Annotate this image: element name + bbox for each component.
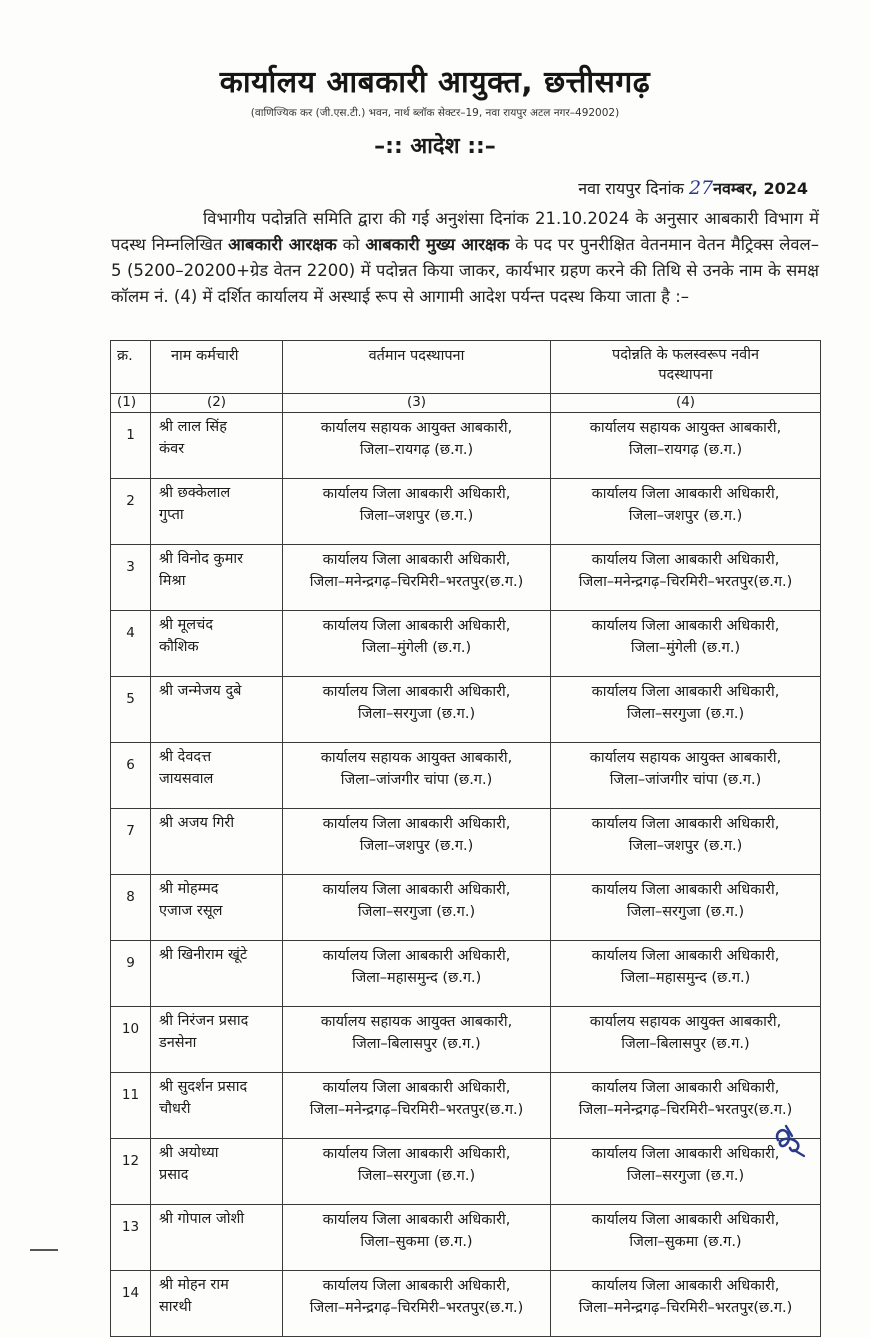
current-posting-cell xyxy=(283,809,551,875)
serial-cell xyxy=(111,611,151,677)
employee-name-line1: श्री लाल सिंह xyxy=(159,419,227,435)
employee-name-line1: श्री जन्मेजय दुबे xyxy=(159,683,242,699)
new-district: जिला–मनेन्द्रगढ़–चिरमिरी–भरतपुर(छ.ग.) xyxy=(578,1102,793,1118)
current-posting-cell xyxy=(283,875,551,941)
employee-name-line2: मिश्रा xyxy=(159,573,186,589)
current-posting-cell xyxy=(283,413,551,479)
current-office: कार्यालय जिला आबकारी अधिकारी, xyxy=(322,1146,511,1162)
table-row xyxy=(111,941,821,1007)
serial-cell xyxy=(111,1073,151,1139)
table-row xyxy=(111,677,821,743)
new-district: जिला–सरगुजा (छ.ग.) xyxy=(626,904,745,920)
serial-number: 1 xyxy=(126,427,135,443)
serial-number: 6 xyxy=(126,757,135,773)
new-district: जिला–बिलासपुर (छ.ग.) xyxy=(621,1036,750,1052)
employee-name-line1: श्री मोहम्मद xyxy=(159,881,219,897)
new-office: कार्यालय जिला आबकारी अधिकारी, xyxy=(591,948,780,964)
table-row xyxy=(111,545,821,611)
serial-number: 4 xyxy=(126,625,135,641)
employee-name-cell xyxy=(151,677,283,743)
new-posting-cell xyxy=(551,941,821,1007)
table-row xyxy=(111,1271,821,1337)
serial-cell xyxy=(111,1139,151,1205)
employee-name-line2: डनसेना xyxy=(159,1035,197,1051)
serial-cell xyxy=(111,809,151,875)
new-district: जिला–रायगढ़ (छ.ग.) xyxy=(628,442,743,458)
employee-name-cell xyxy=(151,743,283,809)
new-office: कार्यालय जिला आबकारी अधिकारी, xyxy=(591,684,780,700)
serial-cell xyxy=(111,1205,151,1271)
employee-name-cell xyxy=(151,1007,283,1073)
new-posting-cell xyxy=(551,611,821,677)
current-office: कार्यालय सहायक आयुक्त आबकारी, xyxy=(320,420,513,436)
table-row xyxy=(111,809,821,875)
current-posting-cell xyxy=(283,1007,551,1073)
table-row xyxy=(111,611,821,677)
current-posting-cell xyxy=(283,1073,551,1139)
new-district: जिला–जशपुर (छ.ग.) xyxy=(628,508,743,524)
employee-name-line2: प्रसाद xyxy=(159,1167,189,1183)
employee-name-line2: एजाज रसूल xyxy=(159,903,223,919)
current-office: कार्यालय जिला आबकारी अधिकारी, xyxy=(322,552,511,568)
serial-number: 2 xyxy=(126,493,135,509)
current-office: कार्यालय जिला आबकारी अधिकारी, xyxy=(322,948,511,964)
order-heading: –:: आदेश ::– xyxy=(374,134,496,159)
current-office: कार्यालय जिला आबकारी अधिकारी, xyxy=(322,1080,511,1096)
employee-name-line1: श्री मोहन राम xyxy=(159,1277,229,1293)
serial-number: 14 xyxy=(121,1285,140,1301)
employee-name-line2: कंवर xyxy=(159,441,185,457)
current-office: कार्यालय जिला आबकारी अधिकारी, xyxy=(322,486,511,502)
current-district: जिला–सरगुजा (छ.ग.) xyxy=(357,1168,476,1184)
new-posting-cell xyxy=(551,545,821,611)
new-district: जिला–महासमुन्द (छ.ग.) xyxy=(620,970,751,986)
new-office: कार्यालय जिला आबकारी अधिकारी, xyxy=(591,618,780,634)
body-part-1: विभागीय पदोन्नति समिति द्वारा की गई अनुशंसा दिनांक 21.10.2024 के अनुसार आबकारी विभाग में पदस्थ निम्नलिखित xyxy=(111,209,819,254)
employee-name-line1: श्री निरंजन प्रसाद xyxy=(159,1013,249,1029)
body-part-3: के पद पर पुनरीक्षित वेतनमान वेतन मैट्रिक्स लेवल–5 (5200–20200+ग्रेड वेतन 2200) में पदोन्नत किया जाकर, कार्यभार ग्रहण करने की तिथि से उनके नाम के समक्ष कॉलम नं. (4) में दर्शित कार्यालय में अस्थाई रूप से आगामी आदेश पर्यन्त पदस्थ किया जाता है :– xyxy=(111,235,819,306)
header-new-posting xyxy=(551,341,821,394)
new-district: जिला–मुंगेली (छ.ग.) xyxy=(630,640,741,656)
current-office: कार्यालय सहायक आयुक्त आबकारी, xyxy=(320,750,513,766)
new-posting-cell xyxy=(551,677,821,743)
current-district: जिला–रायगढ़ (छ.ग.) xyxy=(359,442,474,458)
employee-name-line2: चौधरी xyxy=(159,1101,191,1117)
table-row xyxy=(111,413,821,479)
col-number-4: (4) xyxy=(551,394,821,413)
table-row xyxy=(111,1205,821,1271)
employee-name-line1: श्री गोपाल जोशी xyxy=(159,1211,245,1227)
employee-name-line2: गुप्ता xyxy=(159,507,184,523)
header-new-posting-line1: पदोन्नति के फलस्वरूप नवीन xyxy=(611,347,760,363)
current-posting-cell xyxy=(283,743,551,809)
current-posting-cell xyxy=(283,941,551,1007)
employee-name-line2: कौशिक xyxy=(159,639,199,655)
employee-name-line1: श्री अयोध्या xyxy=(159,1145,219,1161)
col-number-2: (2) xyxy=(151,394,283,413)
body-bold-1: आबकारी आरक्षक xyxy=(228,235,337,254)
employee-name-line1: श्री छक्केलाल xyxy=(159,485,231,501)
serial-number: 13 xyxy=(121,1219,140,1235)
serial-number: 3 xyxy=(126,559,135,575)
header-serial: क्र. xyxy=(111,341,151,394)
serial-number: 11 xyxy=(121,1087,140,1103)
employee-name-cell xyxy=(151,809,283,875)
col-number-3: (3) xyxy=(283,394,551,413)
employee-name-line1: श्री देवदत्त xyxy=(159,749,212,765)
table-row xyxy=(111,1139,821,1205)
employee-name-cell xyxy=(151,1205,283,1271)
employee-name-line1: श्री विनोद कुमार xyxy=(159,551,244,567)
current-posting-cell xyxy=(283,677,551,743)
current-office: कार्यालय सहायक आयुक्त आबकारी, xyxy=(320,1014,513,1030)
new-posting-cell xyxy=(551,413,821,479)
employee-name-line1: श्री खिनीराम खूंटे xyxy=(159,947,248,963)
col-number-1: (1) xyxy=(111,394,151,413)
employee-name-cell xyxy=(151,545,283,611)
employee-name-cell xyxy=(151,1073,283,1139)
new-posting-cell xyxy=(551,1007,821,1073)
new-posting-cell xyxy=(551,479,821,545)
employee-name-cell xyxy=(151,941,283,1007)
office-address: (वाणिज्यिक कर (जी.एस.टी.) भवन, नार्थ ब्लॉक सेक्टर–19, नवा रायपुर अटल नगर–492002) xyxy=(250,107,620,119)
new-office: कार्यालय सहायक आयुक्त आबकारी, xyxy=(589,420,782,436)
employee-name-cell xyxy=(151,611,283,677)
serial-cell xyxy=(111,413,151,479)
table-row xyxy=(111,743,821,809)
current-district: जिला–मनेन्द्रगढ़–चिरमिरी–भरतपुर(छ.ग.) xyxy=(309,1102,524,1118)
table-row xyxy=(111,1007,821,1073)
dateline-prefix: नवा रायपुर दिनांक xyxy=(578,179,689,198)
table-body xyxy=(111,413,821,1337)
employee-name-line1: श्री मूलचंद xyxy=(159,617,214,633)
new-office: कार्यालय सहायक आयुक्त आबकारी, xyxy=(589,750,782,766)
current-district: जिला–सरगुजा (छ.ग.) xyxy=(357,904,476,920)
signature-mark xyxy=(770,1122,810,1158)
order-body xyxy=(111,206,819,310)
current-posting-cell xyxy=(283,479,551,545)
employee-name-line1: श्री अजय गिरी xyxy=(159,815,235,831)
current-posting-cell xyxy=(283,545,551,611)
dateline-day: 27 xyxy=(688,177,714,199)
serial-cell xyxy=(111,743,151,809)
dateline xyxy=(578,177,808,199)
current-district: जिला–जशपुर (छ.ग.) xyxy=(359,838,474,854)
new-district: जिला–सरगुजा (छ.ग.) xyxy=(626,706,745,722)
serial-cell xyxy=(111,875,151,941)
header-new-posting-line2: पदस्थापना xyxy=(658,367,713,383)
new-posting-cell xyxy=(551,1205,821,1271)
serial-number: 9 xyxy=(126,955,135,971)
body-part-2: को xyxy=(336,235,366,254)
page-edge-mark xyxy=(30,1249,58,1251)
promotion-table xyxy=(110,340,821,1337)
body-bold-2: आबकारी मुख्य आरक्षक xyxy=(365,235,510,254)
new-district: जिला–मनेन्द्रगढ़–चिरमिरी–भरतपुर(छ.ग.) xyxy=(578,574,793,590)
new-district: जिला–जशपुर (छ.ग.) xyxy=(628,838,743,854)
header-employee-name: नाम कर्मचारी xyxy=(151,341,283,394)
current-office: कार्यालय जिला आबकारी अधिकारी, xyxy=(322,1278,511,1294)
current-office: कार्यालय जिला आबकारी अधिकारी, xyxy=(322,816,511,832)
new-office: कार्यालय जिला आबकारी अधिकारी, xyxy=(591,1212,780,1228)
new-posting-cell xyxy=(551,809,821,875)
new-posting-cell xyxy=(551,743,821,809)
current-district: जिला–सरगुजा (छ.ग.) xyxy=(357,706,476,722)
header-current-posting: वर्तमान पदस्थापना xyxy=(283,341,551,394)
serial-cell xyxy=(111,677,151,743)
current-district: जिला–मुंगेली (छ.ग.) xyxy=(361,640,472,656)
current-district: जिला–मनेन्द्रगढ़–चिरमिरी–भरतपुर(छ.ग.) xyxy=(309,1300,524,1316)
serial-cell xyxy=(111,479,151,545)
employee-name-cell xyxy=(151,479,283,545)
table-row xyxy=(111,875,821,941)
new-posting-cell xyxy=(551,875,821,941)
new-district: जिला–सुकमा (छ.ग.) xyxy=(629,1234,742,1250)
employee-name-cell xyxy=(151,875,283,941)
serial-number: 5 xyxy=(126,691,135,707)
employee-name-cell xyxy=(151,1271,283,1337)
serial-number: 12 xyxy=(121,1153,140,1169)
new-office: कार्यालय सहायक आयुक्त आबकारी, xyxy=(589,1014,782,1030)
new-office: कार्यालय जिला आबकारी अधिकारी, xyxy=(591,1080,780,1096)
column-number-row xyxy=(111,394,821,413)
table-row xyxy=(111,1073,821,1139)
employee-name-line2: जायसवाल xyxy=(159,771,214,787)
new-office: कार्यालय जिला आबकारी अधिकारी, xyxy=(591,882,780,898)
new-office: कार्यालय जिला आबकारी अधिकारी, xyxy=(591,552,780,568)
new-office: कार्यालय जिला आबकारी अधिकारी, xyxy=(591,816,780,832)
current-office: कार्यालय जिला आबकारी अधिकारी, xyxy=(322,1212,511,1228)
serial-number: 7 xyxy=(126,823,135,839)
new-posting-cell xyxy=(551,1271,821,1337)
new-office: कार्यालय जिला आबकारी अधिकारी, xyxy=(591,486,780,502)
office-title: कार्यालय आबकारी आयुक्त, छत्तीसगढ़ xyxy=(219,65,651,100)
current-district: जिला–बिलासपुर (छ.ग.) xyxy=(352,1036,481,1052)
current-posting-cell xyxy=(283,1271,551,1337)
current-district: जिला–जशपुर (छ.ग.) xyxy=(359,508,474,524)
serial-number: 10 xyxy=(121,1021,140,1037)
dateline-month-year: नवम्बर, 2024 xyxy=(713,179,808,198)
current-office: कार्यालय जिला आबकारी अधिकारी, xyxy=(322,684,511,700)
serial-number: 8 xyxy=(126,889,135,905)
current-posting-cell xyxy=(283,1139,551,1205)
current-district: जिला–सुकमा (छ.ग.) xyxy=(360,1234,473,1250)
table-row xyxy=(111,479,821,545)
current-district: जिला–मनेन्द्रगढ़–चिरमिरी–भरतपुर(छ.ग.) xyxy=(309,574,524,590)
serial-cell xyxy=(111,1271,151,1337)
employee-name-cell xyxy=(151,413,283,479)
new-office: कार्यालय जिला आबकारी अधिकारी, xyxy=(591,1146,780,1162)
serial-cell xyxy=(111,1007,151,1073)
new-district: जिला–मनेन्द्रगढ़–चिरमिरी–भरतपुर(छ.ग.) xyxy=(578,1300,793,1316)
new-office: कार्यालय जिला आबकारी अधिकारी, xyxy=(591,1278,780,1294)
current-district: जिला–जांजगीर चांपा (छ.ग.) xyxy=(340,772,493,788)
new-district: जिला–जांजगीर चांपा (छ.ग.) xyxy=(609,772,762,788)
current-posting-cell xyxy=(283,611,551,677)
serial-cell xyxy=(111,941,151,1007)
current-office: कार्यालय जिला आबकारी अधिकारी, xyxy=(322,618,511,634)
current-posting-cell xyxy=(283,1205,551,1271)
current-office: कार्यालय जिला आबकारी अधिकारी, xyxy=(322,882,511,898)
employee-name-line1: श्री सुदर्शन प्रसाद xyxy=(159,1079,248,1095)
current-district: जिला–महासमुन्द (छ.ग.) xyxy=(351,970,482,986)
serial-cell xyxy=(111,545,151,611)
new-district: जिला–सरगुजा (छ.ग.) xyxy=(626,1168,745,1184)
employee-name-cell xyxy=(151,1139,283,1205)
employee-name-line2: सारथी xyxy=(159,1299,192,1315)
table-header-row xyxy=(111,341,821,394)
